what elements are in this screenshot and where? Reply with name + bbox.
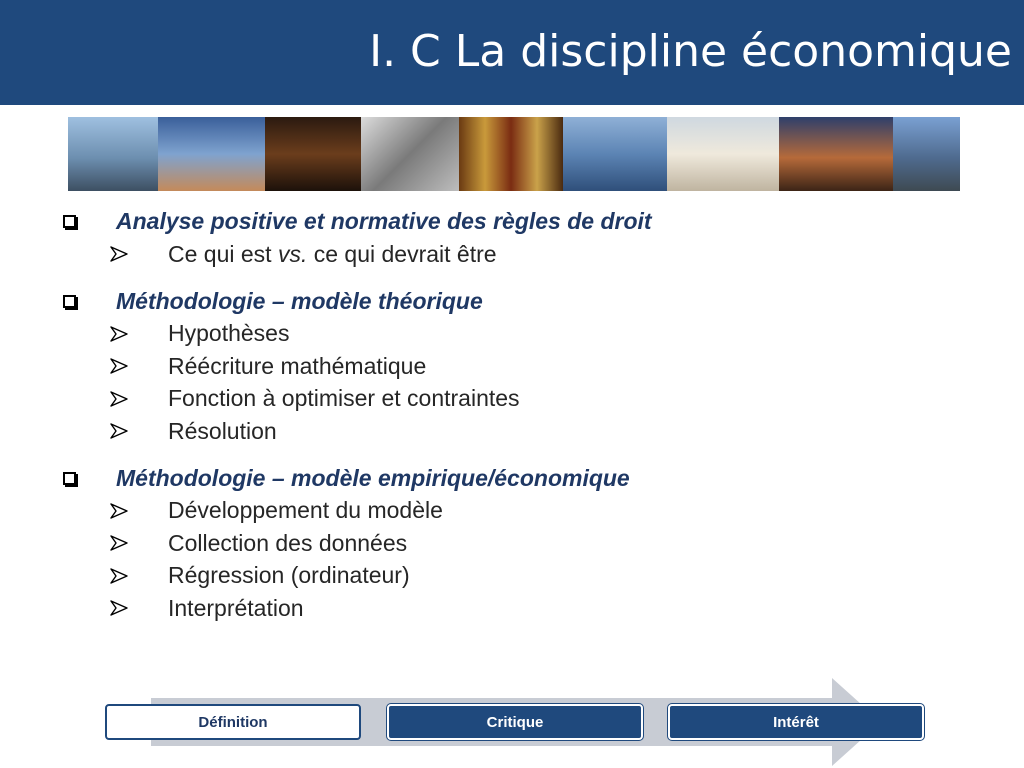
title-bar	[0, 0, 1024, 105]
list-item	[0, 592, 1024, 625]
step-interet-button[interactable]: Intérêt	[668, 704, 924, 740]
arrowhead-bullet-icon	[110, 599, 128, 617]
step-definition-button[interactable]: Définition	[105, 704, 361, 740]
lady-justice-photo	[893, 117, 960, 191]
arrowhead-bullet-icon	[110, 502, 128, 520]
arrowhead-bullet-icon	[110, 390, 128, 408]
arrowhead-bullet-icon	[110, 422, 128, 440]
list-item	[0, 350, 1024, 383]
process-flow	[105, 676, 929, 766]
list-item-text: Fonction à optimiser et contraintes	[168, 385, 520, 412]
list-item	[0, 527, 1024, 560]
skyscraper-gherkin-photo	[68, 117, 158, 191]
list-item-text: Développement du modèle	[168, 497, 443, 524]
list-item	[0, 318, 1024, 351]
section-header	[0, 285, 1024, 318]
list-item	[0, 383, 1024, 416]
arrowhead-bullet-icon	[110, 245, 128, 263]
arrowhead-bullet-icon	[110, 534, 128, 552]
section-title: Méthodologie – modèle théorique	[116, 287, 483, 314]
arrowhead-bullet-icon	[110, 567, 128, 585]
list-item-text: Hypothèses	[168, 320, 290, 347]
checkbox-bullet-icon	[63, 472, 76, 485]
arrowhead-bullet-icon	[110, 357, 128, 375]
step-critique-button[interactable]: Critique	[387, 704, 643, 740]
section-header	[0, 462, 1024, 495]
section-theoretical-model	[0, 285, 1024, 448]
section-header	[0, 205, 1024, 238]
list-item-text: Collection des données	[168, 529, 408, 556]
list-item-text: Réécriture mathématique	[168, 352, 427, 379]
law-books-shelf-photo	[459, 117, 563, 191]
checkbox-bullet-icon	[63, 295, 76, 308]
list-item-text: Régression (ordinateur)	[168, 562, 410, 589]
list-item	[0, 560, 1024, 593]
city-night-photo	[779, 117, 893, 191]
list-item	[0, 415, 1024, 448]
supreme-court-photo	[667, 117, 779, 191]
gavel-books-photo	[265, 117, 361, 191]
list-item-text: Interprétation	[168, 594, 304, 621]
slide-title: I. C La discipline économique	[369, 26, 1012, 77]
section-empirical-model	[0, 462, 1024, 625]
list-item-text: Ce qui est vs. ce qui devrait être	[168, 240, 497, 267]
list-item	[0, 495, 1024, 528]
arrowhead-bullet-icon	[110, 325, 128, 343]
list-item	[0, 238, 1024, 271]
section-title: Analyse positive et normative des règles de droit	[116, 208, 652, 234]
section-title: Méthodologie – modèle empirique/économique	[116, 464, 630, 491]
slide-content	[0, 205, 1024, 639]
city-aerial-bw-photo	[361, 117, 459, 191]
list-item-text: Résolution	[168, 417, 277, 444]
section-positive-normative	[0, 205, 1024, 271]
skyline-waterfront-photo	[563, 117, 667, 191]
cctv-tower-photo	[158, 117, 265, 191]
image-banner	[68, 117, 960, 191]
checkbox-bullet-icon	[63, 215, 76, 228]
